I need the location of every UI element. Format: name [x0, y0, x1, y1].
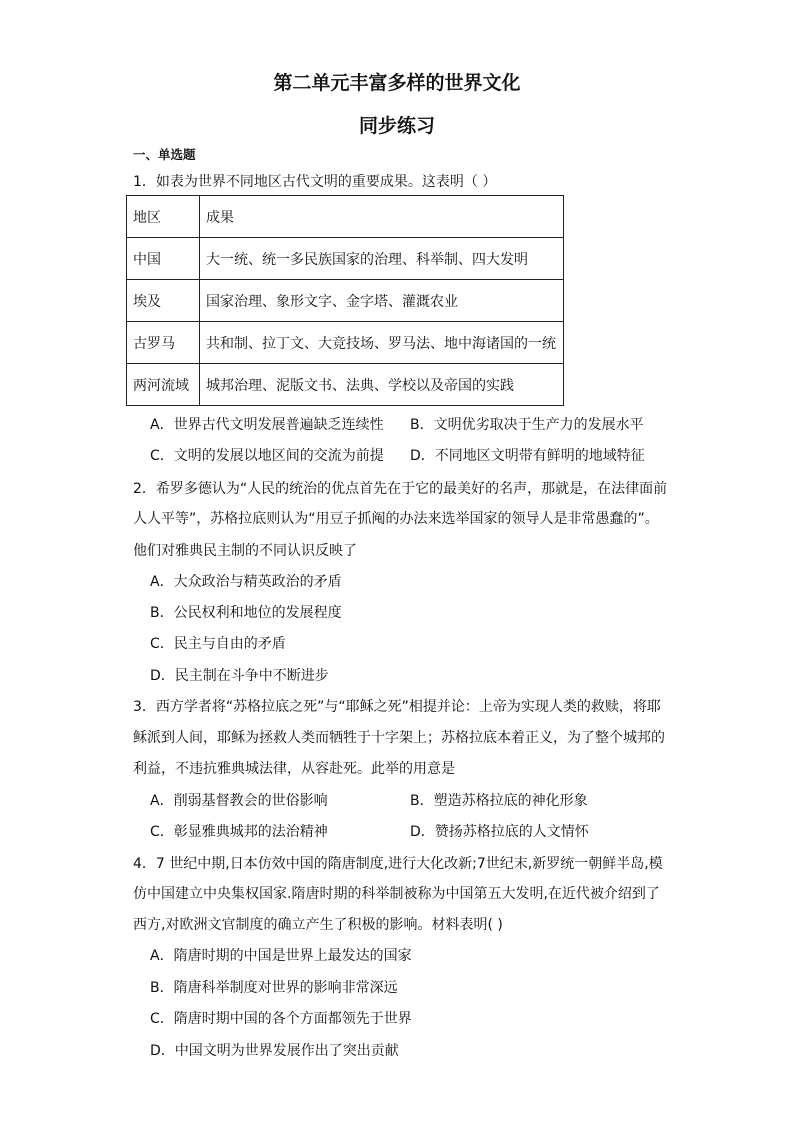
table-row: [127, 280, 564, 322]
q4-option-c: C．隋唐时期中国的各个方面都领先于世界: [150, 1011, 412, 1027]
q3-stem-line: 3．西方学者将“苏格拉底之死”与“耶稣之死”相提并论：上帝为实现人类的救赎，将耶: [133, 699, 661, 715]
table-header-cell: 成果: [200, 196, 564, 238]
q4-stem-line: 4．7 世纪中期,日本仿效中国的隋唐制度,进行大化改新;7世纪末,新罗统一朝鲜半岛,模: [133, 856, 663, 872]
q2-stem-line: 他们对雅典民主制的不同认识反映了: [133, 543, 357, 559]
q2-option-c: C．民主与自由的矛盾: [150, 636, 286, 652]
q4-option-b: B．隋唐科举制度对世界的影响非常深远: [150, 980, 398, 996]
q3-stem-line: 利益，不违抗雅典城法律，从容赴死。此举的用意是: [133, 761, 455, 777]
q4-stem-line: 西方,对欧洲文官制度的确立产生了积极的影响。材料表明( ): [133, 917, 503, 933]
q3-option-b: B．塑造苏格拉底的神化形象: [410, 793, 588, 809]
q2-option-b: B．公民权利和地位的发展程度: [150, 605, 342, 621]
q2-option-a: A．大众政治与精英政治的矛盾: [150, 574, 342, 590]
q4-option-d: D．中国文明为世界发展作出了突出贡献: [150, 1043, 399, 1059]
q1-table: [126, 195, 564, 406]
q2-option-d: D．民主制在斗争中不断进步: [150, 668, 329, 684]
q3-option-a: A．削弱基督教会的世俗影响: [150, 793, 328, 809]
doc-title: 第二单元丰富多样的世界文化: [273, 72, 521, 94]
q1-option-b: B．文明优劣取决于生产力的发展水平: [410, 417, 644, 433]
q3-option-c: C．彰显雅典城邦的法治精神: [150, 824, 328, 840]
q1-option-c: C．文明的发展以地区间的交流为前提: [150, 448, 384, 464]
table-cell: 国家治理、象形文字、金字塔、灌溉农业: [200, 280, 564, 322]
table-row: [127, 364, 564, 406]
doc-subtitle: 同步练习: [358, 115, 435, 137]
table-row: [127, 322, 564, 364]
q1-stem: 1．如表为世界不同地区古代文明的重要成果。这表明（ ）: [133, 174, 497, 190]
table-cell: 城邦治理、泥版文书、法典、学校以及帝国的实践: [200, 364, 564, 406]
q3-stem-line: 稣派到人间，耶稣为拯救人类而牺牲于十字架上；苏格拉底本着正义，为了整个城邦的: [133, 730, 665, 746]
table-cell: 两河流域: [127, 364, 200, 406]
table-row: [127, 196, 564, 238]
table-cell: 古罗马: [127, 322, 200, 364]
table-cell: 埃及: [127, 280, 200, 322]
table-cell: 中国: [127, 238, 200, 280]
q4-stem-line: 仿中国建立中央集权国家.隋唐时期的科举制被称为中国第五大发明,在近代被介绍到了: [133, 886, 660, 902]
q2-stem-line: 人人平等”，苏格拉底则认为“用豆子抓阄的办法来选举国家的领导人是非常愚蠢的”。: [133, 511, 659, 527]
q4-option-a: A．隋唐时期的中国是世界上最发达的国家: [150, 948, 412, 964]
q2-stem-line: 2．希罗多德认为“人民的统治的优点首先在于它的最美好的名声，那就是，在法律面前: [133, 481, 668, 497]
table-row: [127, 238, 564, 280]
q1-option-d: D．不同地区文明带有鲜明的地域特征: [410, 448, 645, 464]
table-cell: 共和制、拉丁文、大竞技场、罗马法、地中海诸国的一统: [200, 322, 564, 364]
section-heading: 一、单选题: [133, 147, 196, 162]
table-cell: 大一统、统一多民族国家的治理、科举制、四大发明: [200, 238, 564, 280]
table-header-cell: 地区: [127, 196, 200, 238]
q1-option-a: A．世界古代文明发展普遍缺乏连续性: [150, 417, 384, 433]
q3-option-d: D．赞扬苏格拉底的人文情怀: [410, 824, 589, 840]
